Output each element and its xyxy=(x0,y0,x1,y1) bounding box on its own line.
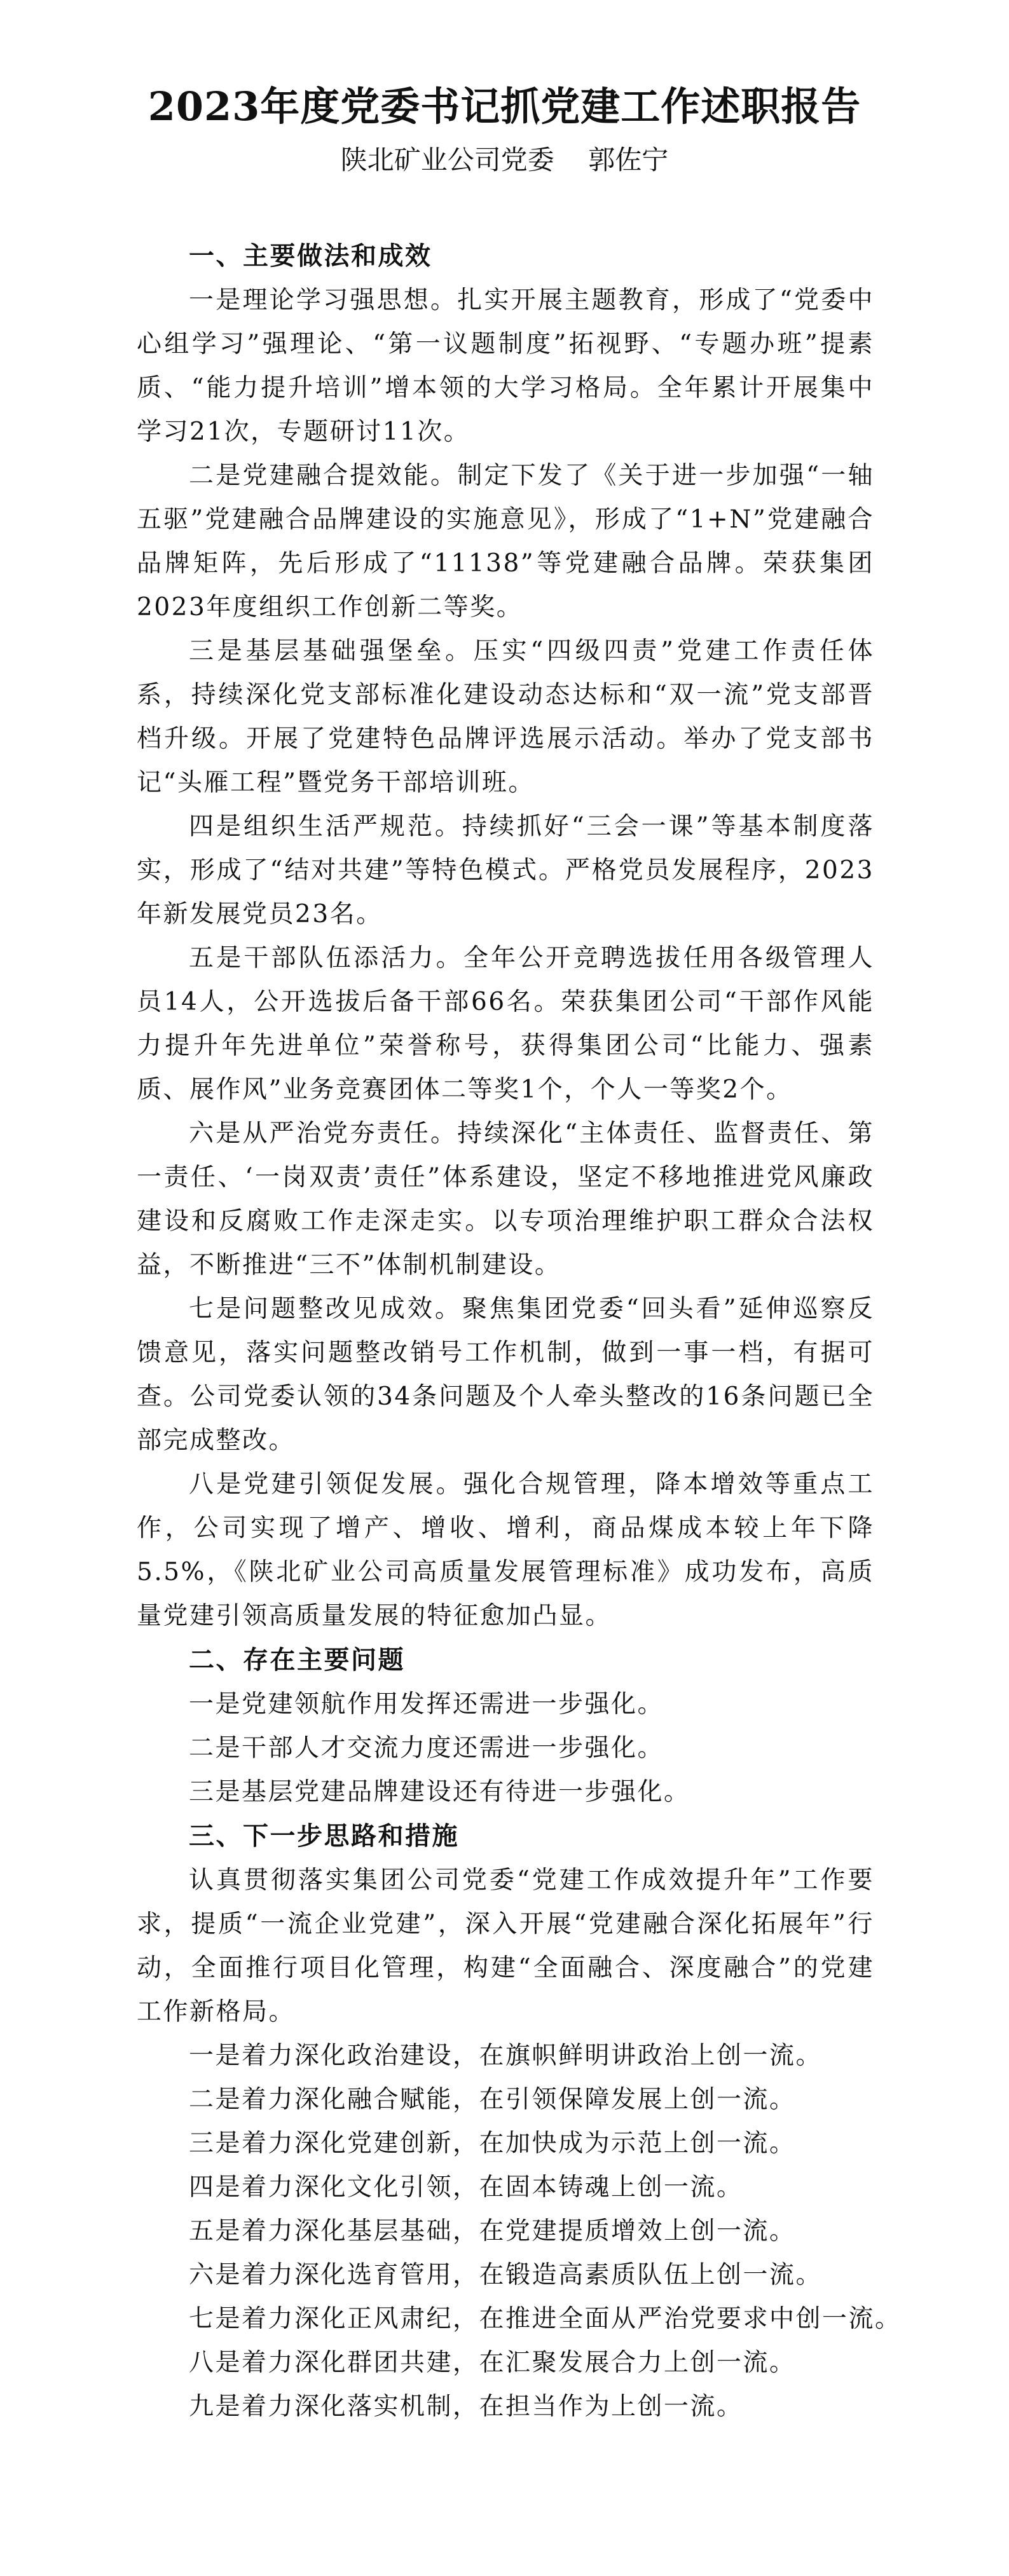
paragraph-next-steps-intro: 认真贯彻落实集团公司党委“党建工作成效提升年”工作要求，提质“一流企业党建”，深入开展“党建融合深化拓展年”行动，全面推行项目化管理，构建“全面融合、深度融合”的党建工作新格局。 xyxy=(137,1866,874,2026)
document-title: 2023年度党委书记抓党建工作述职报告 xyxy=(148,83,861,130)
paragraph-cadre-team: 五是干部队伍添活力。全年公开竞聘选拔任用各级管理人员14人，公开选拔后备干部66名。荣获集团公司“干部作风能力提升年先进单位”荣誉称号，获得集团公司“比能力、强素质、展作风”业务竞赛团体二等奖1个，个人一等奖2个。 xyxy=(137,944,874,1104)
measure-item: 一是着力深化政治建设，在旗帜鲜明讲政治上创一流。 xyxy=(189,2041,823,2070)
document-author-line: 陕北矿业公司党委 郭佐宁 xyxy=(340,144,669,175)
measure-item: 六是着力深化选育管用，在锻造高素质队伍上创一流。 xyxy=(189,2261,823,2289)
problem-item: 二是干部人才交流力度还需进一步强化。 xyxy=(189,1734,664,1762)
section-heading-problems: 二、存在主要问题 xyxy=(189,1646,405,1675)
paragraph-theory-study: 一是理论学习强思想。扎实开展主题教育，形成了“党委中心组学习”强理论、“第一议题制度”拓视野、“专题办班”提素质、“能力提升培训”增本领的大学习格局。全年累计开展集中学习21次，专题研讨11次。 xyxy=(137,286,874,446)
paragraph-development: 八是党建引领促发展。强化合规管理，降本增效等重点工作，公司实现了增产、增收、增利，商品煤成本较上年下降5.5%，《陕北矿业公司高质量发展管理标准》成功发布，高质量党建引领高质量发展的特征愈加凸显。 xyxy=(137,1470,874,1630)
problem-item: 一是党建领航作用发挥还需进一步强化。 xyxy=(189,1690,664,1719)
measure-item: 七是着力深化正风肃纪，在推进全面从严治党要求中创一流。 xyxy=(189,2305,902,2333)
paragraph-strict-governance: 六是从严治党夯责任。持续深化“主体责任、监督责任、第一责任、‘一岗双责’责任”体系建设，坚定不移地推进党风廉政建设和反腐败工作走深走实。以专项治理维护职工群众合法权益，不断推进“三不”体制机制建设。 xyxy=(137,1119,874,1279)
paragraph-party-integration: 二是党建融合提效能。制定下发了《关于进一步加强“一轴五驱”党建融合品牌建设的实施意见》，形成了“1+N”党建融合品牌矩阵，先后形成了“11138”等党建融合品牌。荣获集团2023年度组织工作创新二等奖。 xyxy=(137,461,874,622)
measure-item: 三是着力深化党建创新，在加快成为示范上创一流。 xyxy=(189,2129,796,2158)
measure-item: 九是着力深化落实机制，在担当作为上创一流。 xyxy=(189,2392,743,2421)
paragraph-organizational-life: 四是组织生活严规范。持续抓好“三会一课”等基本制度落实，形成了“结对共建”等特色模式。严格党员发展程序，2023年新发展党员23名。 xyxy=(137,812,874,929)
measure-item: 五是着力深化基层基础，在党建提质增效上创一流。 xyxy=(189,2217,796,2245)
section-heading-next-steps: 三、下一步思路和措施 xyxy=(189,1822,459,1851)
problem-item: 三是基层党建品牌建设还有待进一步强化。 xyxy=(189,1778,690,1806)
measure-item: 八是着力深化群团共建，在汇聚发展合力上创一流。 xyxy=(189,2348,796,2377)
measure-item: 四是着力深化文化引领，在固本铸魂上创一流。 xyxy=(189,2173,743,2202)
section-heading-achievements: 一、主要做法和成效 xyxy=(189,242,432,271)
paragraph-grassroots-foundation: 三是基层基础强堡垒。压实“四级四责”党建工作责任体系，持续深化党支部标准化建设动态达标和“双一流”党支部晋档升级。开展了党建特色品牌评选展示活动。举办了党支部书记“头雁工程”暨党务干部培训班。 xyxy=(137,637,874,797)
paragraph-rectification: 七是问题整改见成效。聚焦集团党委“回头看”延伸巡察反馈意见，落实问题整改销号工作机制，做到一事一档，有据可查。公司党委认领的34条问题及个人牵头整改的16条问题已全部完成整改。 xyxy=(137,1295,874,1455)
measure-item: 二是着力深化融合赋能，在引领保障发展上创一流。 xyxy=(189,2085,796,2114)
document-body xyxy=(137,234,902,2429)
